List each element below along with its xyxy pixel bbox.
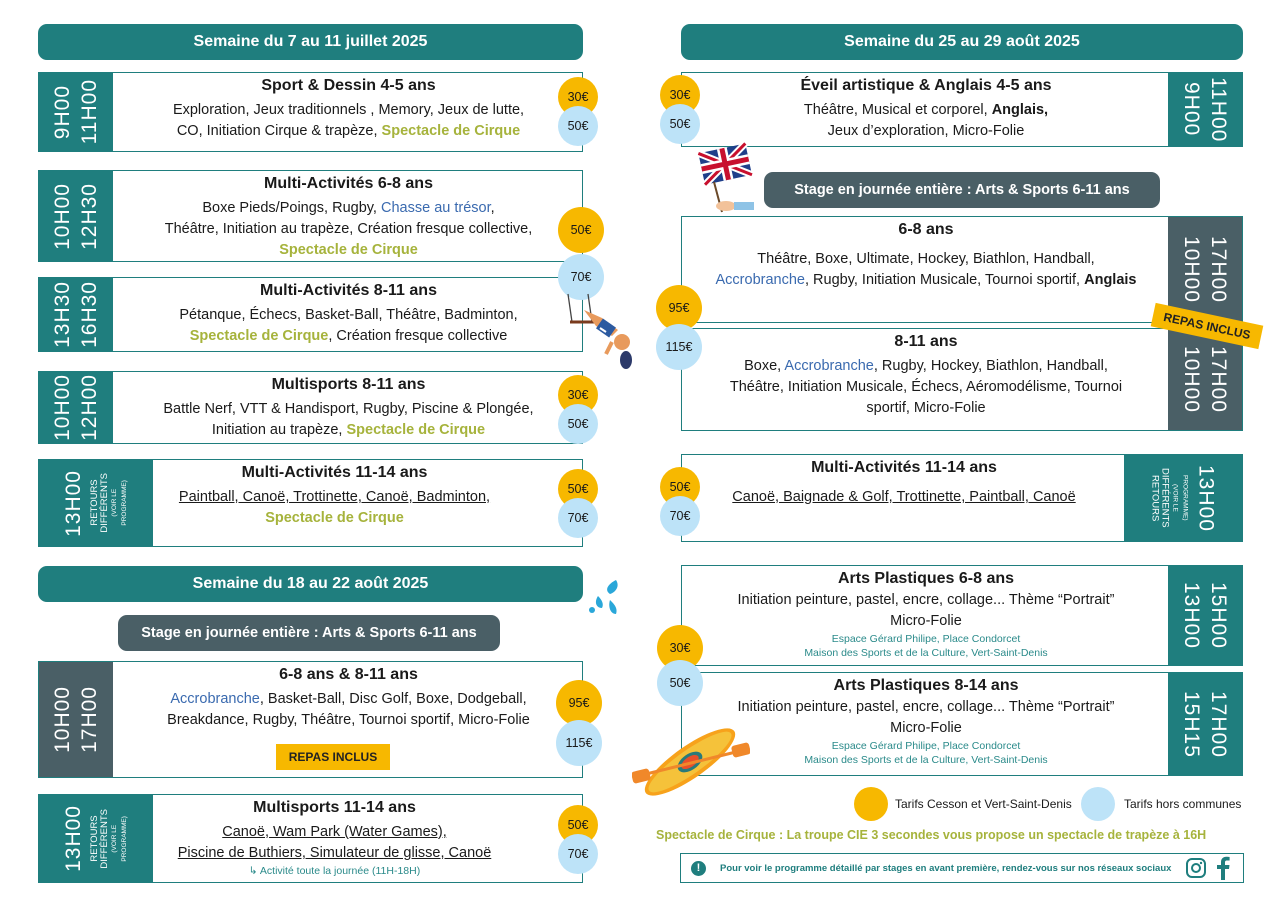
activity-eveil-artistique: 9H00 11H00 Éveil artistique & Anglais 4-5 ans Théâtre, Musical et corporel, Anglais, Jeux d’exploration, Micro-Folie	[681, 72, 1243, 147]
price-local: 50€	[660, 467, 700, 507]
activity-title: Multisports 11-14 ans	[253, 799, 416, 816]
activity-multisports-8-11: 10H00 12H00 Multisports 8-11 ans Battle Nerf, VTT & Handisport, Rugby, Piscine & Plongée, Initiation au trapèze, Spectacle de Cirque	[38, 371, 583, 444]
price-external: 70€	[558, 254, 604, 300]
activity-multisports-11-14: 13H00 RETOURS DIFFÉRENTS (VOIR LE PROGRAMME) Multisports 11-14 ans Canoë, Wam Park (Water Games), Piscine de Buthiers, Simulateur de glisse, Canoë ↳ Activité toute la journée (11H-18H)	[38, 794, 583, 883]
activity-title: 6-8 ans	[898, 221, 954, 238]
price-local: 50€	[558, 469, 598, 509]
price-external: 50€	[657, 660, 703, 706]
activity-6-8: 10H00 17H00 6-8 ans Théâtre, Boxe, Ultimate, Hockey, Biathlon, Handball, Accrobranche, Rugby, Initiation Musicale, Tournoi sportif, Anglais	[681, 216, 1243, 323]
week1-header: Semaine du 7 au 11 juillet 2025	[38, 24, 583, 60]
legend-local-label: Tarifs Cesson et Vert-Saint-Denis	[895, 797, 1072, 811]
time-slot: 13H30 16H30	[39, 278, 113, 351]
uk-flag-icon	[696, 140, 756, 218]
activity-title: Multi-Activités 8-11 ans	[260, 282, 437, 299]
price-external: 70€	[660, 496, 700, 536]
time-slot: 13H00 RETOURS DIFFÉRENTS (VOIR LE PROGRAMME)	[39, 460, 153, 546]
legend-other-label: Tarifs hors communes	[1124, 797, 1242, 811]
price-local: 30€	[558, 375, 598, 415]
time-slot: 10H00 12H00	[39, 372, 113, 443]
facebook-icon[interactable]	[1215, 856, 1231, 880]
week3-header: Semaine du 18 au 22 août 2025	[38, 566, 583, 602]
price-local: 30€	[558, 77, 598, 117]
legend-local-dot	[854, 787, 888, 821]
activity-multi-11-14: 13H00 RETOURS DIFFÉRENTS (VOIR LE PROGRAMME) Multi-Activités 11-14 ans Paintball, Canoë, Trottinette, Canoë, Badminton, Spectacle de Cirque	[38, 459, 583, 547]
price-local: 50€	[558, 207, 604, 253]
info-icon: !	[691, 861, 706, 876]
full-day-pill: Stage en journée entière : Arts & Sports 6-11 ans	[118, 615, 500, 651]
time-slot: 9H00 11H00	[39, 73, 113, 151]
time-slot: 13H00 15H00	[1168, 566, 1242, 665]
activity-title: Arts Plastiques 6-8 ans	[837, 570, 1015, 587]
time-slot: 10H00 17H00	[1168, 329, 1242, 430]
price-local: 30€	[660, 75, 700, 115]
price-local: 30€	[657, 625, 703, 671]
activity-6-8-8-11: 10H00 17H00 6-8 ans & 8-11 ans Accrobranche, Basket-Ball, Disc Golf, Boxe, Dodgeball, Breakdance, Rugby, Théâtre, Tournoi sportif, Micro-Folie	[38, 661, 583, 778]
price-local: 95€	[656, 285, 702, 331]
activity-multi-8-11: 13H30 16H30 Multi-Activités 8-11 ans Pétanque, Échecs, Basket-Ball, Théâtre, Badminton, Spectacle de Cirque, Création fresque collective	[38, 277, 583, 352]
time-slot: 13H00 RETOURS DIFFÉRENTS (VOIR LE PROGRAMME)	[39, 795, 153, 882]
full-day-pill: Stage en journée entière : Arts & Sports 6-11 ans	[764, 172, 1160, 208]
time-slot: 9H00 11H00	[1168, 73, 1242, 146]
footer-bar	[680, 853, 1244, 883]
price-external: 115€	[656, 324, 702, 370]
activity-multi-11-14: PROGRAMME) (VOIR LE DIFFÉRENTS RETOURS 13H00 Multi-Activités 11-14 ans Canoë, Baignade & Golf, Trottinette, Paintball, Canoë	[681, 454, 1243, 542]
activity-sport-dessin: 9H00 11H00 Sport & Dessin 4-5 ans Exploration, Jeux traditionnels , Memory, Jeux de lutte, CO, Initiation Cirque & trapèze, Spectacle de Cirque	[38, 72, 583, 152]
time-slot: 10H00 12H30	[39, 171, 113, 261]
circus-note: Spectacle de Cirque : La troupe CIE 3 secondes vous propose un spectacle de trapèze à 16H	[656, 828, 1207, 842]
price-external: 70€	[558, 834, 598, 874]
footer-text: Pour voir le programme détaillé par stages en avant première, rendez-vous sur nos réseaux sociaux	[720, 862, 1172, 874]
time-slot: PROGRAMME) (VOIR LE DIFFÉRENTS RETOURS 13H00	[1124, 455, 1242, 541]
price-local: 95€	[556, 680, 602, 726]
activity-multi-6-8: 10H00 12H30 Multi-Activités 6-8 ans Boxe Pieds/Poings, Rugby, Chasse au trésor, Théâtre, Initiation au trapèze, Création fresque collective, Spectacle de Cirque	[38, 170, 583, 262]
repas-inclus-badge: REPAS INCLUS	[1151, 303, 1264, 349]
activity-arts-plastiques-8-14: 15H15 17H00 Arts Plastiques 8-14 ans Initiation peinture, pastel, encre, collage... Thème “Portrait” Micro-Folie Espace Gérard Philipe, Place Condorcet Maison des Sports et de la Culture, Vert-Saint-Denis	[681, 672, 1243, 776]
price-external: 50€	[660, 104, 700, 144]
price-external: 70€	[558, 498, 598, 538]
legend-other-dot	[1081, 787, 1115, 821]
activity-title: 8-11 ans	[894, 333, 958, 350]
week2-header: Semaine du 25 au 29 août 2025	[681, 24, 1243, 60]
water-splash-icon	[588, 578, 624, 618]
price-external: 50€	[558, 404, 598, 444]
kayak-icon	[632, 710, 750, 814]
trapeze-artist-icon	[562, 292, 642, 378]
activity-arts-plastiques-6-8: 13H00 15H00 Arts Plastiques 6-8 ans Initiation peinture, pastel, encre, collage... Thème “Portrait” Micro-Folie Espace Gérard Philipe, Place Condorcet Maison des Sports et de la Culture, Vert-Saint-Denis	[681, 565, 1243, 666]
time-slot: 10H00 17H00	[39, 662, 113, 777]
instagram-icon[interactable]	[1185, 857, 1207, 879]
activity-title: Éveil artistique & Anglais 4-5 ans	[800, 77, 1052, 94]
activity-title: Sport & Dessin 4-5 ans	[261, 77, 436, 94]
activity-title: 6-8 ans & 8-11 ans	[279, 666, 418, 683]
repas-inclus-badge: REPAS INCLUS	[276, 744, 390, 770]
activity-title: Arts Plastiques 8-14 ans	[833, 677, 1019, 694]
price-local: 50€	[558, 805, 598, 845]
time-slot: 10H00 17H00	[1168, 217, 1242, 322]
activity-title: Multi-Activités 11-14 ans	[811, 459, 997, 476]
time-slot: 15H15 17H00	[1168, 673, 1242, 775]
activity-title: Multi-Activités 6-8 ans	[264, 175, 433, 192]
price-external: 50€	[558, 106, 598, 146]
price-external: 115€	[556, 720, 602, 766]
activity-8-11: 10H00 17H00 8-11 ans Boxe, Accrobranche, Rugby, Hockey, Biathlon, Handball, Théâtre, Initiation Musicale, Échecs, Aéromodélisme, Tournoi sportif, Micro-Folie	[681, 328, 1243, 431]
activity-title: Multi-Activités 11-14 ans	[241, 464, 428, 481]
activity-title: Multisports 8-11 ans	[271, 376, 426, 393]
